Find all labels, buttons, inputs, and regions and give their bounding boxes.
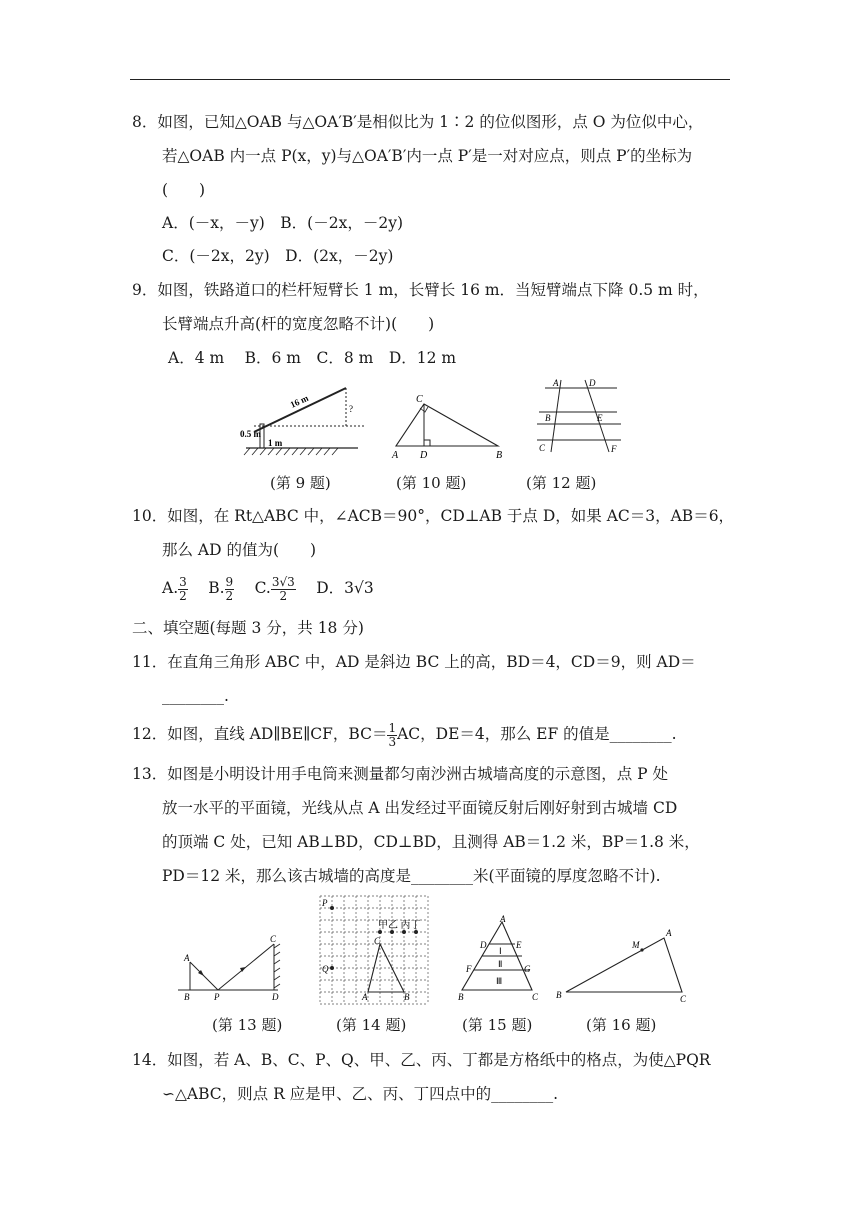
fig16-label-m: M (632, 940, 640, 950)
fig15-label-g: G (524, 964, 531, 974)
fig13-label-p: P (214, 992, 220, 1002)
fig12-label-e: E (597, 413, 603, 423)
fig16-caption: (第 16 题) (586, 1016, 657, 1034)
q8-line-3: ( ) (162, 181, 206, 199)
q12-numerator: 1 (388, 720, 397, 735)
q10-line-2: 那么 AD 的值为( ) (162, 541, 317, 559)
q8-options-ab: A．(－x，－y) B．(－2x，－2y) (162, 214, 403, 232)
figure-9 (238, 382, 368, 462)
fig12-label-b: B (545, 413, 551, 423)
q14-line-2: ∽△ABC，则点 R 应是甲、乙、丙、丁四点中的________. (162, 1085, 559, 1103)
q10-a-denominator: 2 (179, 588, 187, 603)
q9-options: A．4 m B．6 m C．8 m D．12 m (168, 349, 457, 367)
fig15-label-f: F (466, 964, 472, 974)
q10-option-b-frac (225, 576, 235, 603)
fig13-caption: (第 13 题) (212, 1016, 283, 1034)
fig12-caption: (第 12 题) (526, 474, 597, 492)
section-2-heading: 二、填空题(每题 3 分，共 18 分) (132, 619, 364, 637)
fig14-label-c: C (374, 936, 381, 946)
fig10-label-b: B (496, 450, 503, 461)
fig9-label-05m: 0.5 m (240, 429, 261, 439)
fig15-region-3: Ⅲ (496, 976, 503, 986)
fig10-label-a: A (392, 450, 399, 461)
q12-text-post: AC，DE＝4，那么 EF 的值是________. (397, 725, 677, 743)
fig13-label-a: A (184, 953, 190, 963)
q10-option-d: D．3√3 (316, 579, 374, 597)
top-rule (130, 79, 730, 80)
q13-line-1: 13．如图是小明设计用手电筒来测量都匀南沙洲古城墙高度的示意图，点 P 处 (132, 765, 669, 783)
q12-denominator: 3 (388, 734, 397, 749)
figure-10 (388, 388, 510, 464)
fig14-caption: (第 14 题) (336, 1016, 407, 1034)
fig9-label-16m: 16 m (288, 392, 310, 410)
fig14-label-a: A (362, 992, 368, 1002)
q11-line-2: ________. (162, 687, 229, 705)
q10-option-b-label: B. (208, 579, 225, 597)
q9-line-2: 长臂端点升高(杆的宽度忽略不计)( ) (162, 315, 435, 333)
fig10-label-d: D (420, 450, 428, 461)
q14-line-1: 14．如图，若 A、B、C、P、Q、甲、乙、丙、丁都是方格纸中的格点，为使△PQR (132, 1051, 711, 1069)
fig15-label-e: E (516, 940, 522, 950)
fig15-region-1: Ⅰ (499, 946, 502, 956)
q10-c-numerator: 3√3 (271, 574, 295, 589)
q12-fraction (387, 722, 397, 749)
figure-14 (318, 894, 430, 1006)
q11-line-1: 11．在直角三角形 ABC 中，AD 是斜边 BC 上的高，BD＝4，CD＝9，则 AD＝ (132, 653, 696, 671)
fig10-caption: (第 10 题) (396, 474, 467, 492)
q10-line-1: 10．如图，在 Rt△ABC 中，∠ACB＝90°，CD⊥AB 于点 D，如果 AC＝3，AB＝6， (132, 507, 735, 525)
q13-line-3: 的顶端 C 处，已知 AB⊥BD，CD⊥BD，且测得 AB＝1.2 米，BP＝1.8 米， (162, 833, 700, 851)
q10-option-a-frac (178, 576, 188, 603)
fig15-label-c: C (532, 992, 539, 1002)
fig13-label-d: D (272, 992, 279, 1002)
q10-option-c-frac (271, 576, 296, 603)
fig15-caption: (第 15 题) (462, 1016, 533, 1034)
figure-13 (174, 932, 294, 1004)
figure-16 (556, 924, 696, 1004)
q10-options (162, 568, 374, 608)
q10-c-denominator: 2 (279, 588, 288, 603)
fig14-label-points: 甲乙 丙丁 (378, 920, 421, 931)
q10-a-numerator: 3 (179, 574, 187, 589)
q12-line (132, 714, 677, 754)
fig9-caption: (第 9 题) (270, 474, 331, 492)
fig15-region-2: Ⅱ (498, 959, 503, 969)
q8-line-1: 8．如图，已知△OAB 与△OA′B′是相似比为 1∶2 的位似图形，点 O 为位似中心， (132, 113, 704, 131)
fig13-label-b: B (184, 992, 190, 1002)
fig14-label-q: Q (322, 964, 329, 974)
q8-options-cd: C．(－2x，2y) D．(2x，－2y) (162, 247, 394, 265)
fig16-label-c: C (680, 994, 687, 1004)
fig9-label-1m: 1 m (268, 438, 283, 448)
fig15-label-d: D (480, 940, 487, 950)
fig13-label-c: C (270, 934, 277, 944)
q12-text-pre: 12．如图，直线 AD∥BE∥CF，BC＝ (132, 725, 388, 743)
fig15-label-a: A (500, 914, 506, 924)
q10-option-a-label: A. (162, 579, 179, 597)
fig16-label-b: B (556, 990, 562, 1000)
q13-line-4: PD＝12 米，那么该古城墙的高度是________米(平面镜的厚度忽略不计). (162, 867, 661, 885)
q8-line-2: 若△OAB 内一点 P(x，y)与△OA′B′内一点 P′是一对对应点，则点 P′的坐标为 (162, 147, 693, 165)
fig15-label-b: B (458, 992, 464, 1002)
fig12-label-d: D (589, 378, 596, 388)
fig9-label-question: ? (349, 404, 353, 414)
q13-line-2: 放一水平的平面镜，光线从点 A 出发经过平面镜反射后刚好射到古城墙 CD (162, 799, 678, 817)
q9-line-1: 9．如图，铁路道口的栏杆短臂长 1 m，长臂长 16 m．当短臂端点下降 0.5 m 时， (132, 281, 709, 299)
q10-b-denominator: 2 (225, 588, 234, 603)
fig10-label-c: C (416, 394, 423, 405)
fig12-label-f: F (611, 444, 617, 454)
fig12-label-c: C (539, 443, 546, 453)
figure-15 (452, 914, 544, 1004)
fig12-label-a: A (553, 378, 559, 388)
fig14-label-b: B (404, 992, 410, 1002)
q10-option-c-label: C. (254, 579, 271, 597)
figure-12 (533, 376, 623, 462)
fig14-label-p: P (322, 898, 328, 908)
fig16-label-a: A (666, 928, 672, 938)
q10-b-numerator: 9 (225, 574, 234, 589)
